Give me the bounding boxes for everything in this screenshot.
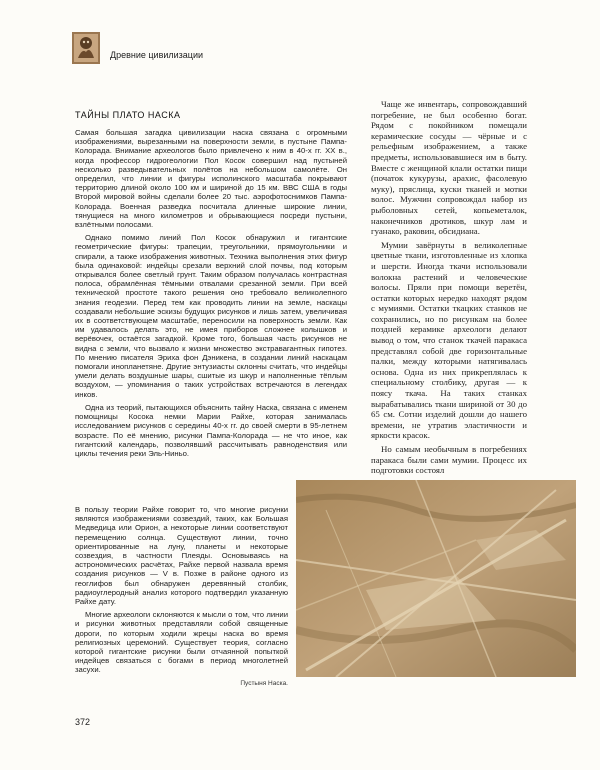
right-column bbox=[371, 99, 527, 479]
wrapped-text-column bbox=[75, 505, 288, 679]
paragraph: Чаще же инвентарь, сопровождавший погребение, не был особенно богат. Рядом с покойником помещали керамические сосуды — чёрные и с рельефным изображением, а также предметы, использовавшиеся им в быту. Вместе с женщиной клали остатки пищи (початок кукурузы, арахис, фасолевую муку), пряслица, куски тканей и мотки волос. Мужчин сопровождал набор из рыболовных сетей, копьеметалок, наконечников дротиков, шкур лам и гуанако, раковин, обсидиана. bbox=[371, 99, 527, 237]
left-column bbox=[75, 128, 347, 462]
photo-caption: Пустыня Наска. bbox=[240, 680, 288, 687]
section-title: Древние цивилизации bbox=[110, 50, 204, 60]
paragraph: В пользу теории Райхе говорит то, что многие рисунки являются изображениями созвездий, таких, как Большая Медведица или Орион, а некоторые линии соответствуют перемещению солнца. Существуют линии, точно ориентированные на луну, планеты и некоторые созвездия, в частности Плеяды. Основываясь на астрономических расчётах, Райхе первой назвала время создания рисунков — V в. Позже в районе одного из геоглифов был обнаружен деревянный столбик, радиоуглеродный анализ которого подтвердил указанную Райхе дату. bbox=[75, 505, 288, 607]
decorative-emblem-icon bbox=[72, 32, 100, 64]
paragraph: Однако помимо линий Пол Косок обнаружил и гигантские геометрические фигуры: трапеции, треугольники, прямоугольники и спирали, а также изображения животных. Техника выполнения этих фигур была одинаковой: индейцы срезали верхний слой почвы, под которым открывался более светлый грунт. Таким образом получалась контрастная полоса, обрамлённая тёмными отвалами срезанной земли. При всей технической простоте такого решения оно требовало великолепного знания геодезии. Перед тем как проводить линии на земле, наскацы создавали небольшие эскизы будущих рисунков и лишь затем, увеличивая их в соответствующем масштабе, переносили на поверхность земли. Как им удавалось делать это, не имея приборов сложнее колышков и верёвочек, остаётся загадкой. Кроме того, большая часть рисунков не видна с земли, что вызвало к жизни множество экстравагантных гипотез. По мнению писателя Эриха фон Дэникена, в создании линий наскацам помогали инопланетяне. Другие энтузиасты склонны считать, что индейцы умели делать воздушные шары, сшитые из шкур и наполненные тёплым воздухом, — упоминания о таких устройствах встречаются в легендах инков. bbox=[75, 233, 347, 399]
paragraph: Самая большая загадка цивилизации наска связана с огромными изображениями, вырезанными на поверхности земли, в пустыне Пампа-Колорада. Внимание археологов было привлечено к ним в 40-х гг. XX в., когда профессор гидрогеологии Пол Косок совершил над пустыней несколько разведывательных полётов на небольшом самолёте. Он определил, что линии и фигуры исполинского масштаба покрывают территорию длиной около 100 км и шириной до 15 км. ВВС США в годы Второй мировой войны сделали более 20 тыс. аэрофотоснимков Пампа-Колорада. Военная разведка посчитала длинные широкие линии, тянущиеся на много километров и обрывающиеся посреди пустыни, взлётными полосами. bbox=[75, 128, 347, 230]
nazca-desert-photo bbox=[296, 480, 576, 677]
page-number: 372 bbox=[75, 717, 91, 727]
paragraph: Одна из теорий, пытающихся объяснить тайну Наска, связана с именем помощницы Косока немки Марии Райхе, которая занималась исследованием рисунков с середины 40-х гг. до своей смерти в 95-летнем возрасте. По её мнению, рисунки Пампа-Колорада — не что иное, как гигантский календарь, позволявший рассчитывать равноденствия или циклы течения реки Эль-Ниньо. bbox=[75, 402, 347, 458]
paragraph: Мумии завёрнуты в великолепные цветные ткани, изготовленные из хлопка и шерсти. Иногда ткачи использовали волокна растений и человеческие волосы. Пряли при помощи веретён, остатки которых нередко находят рядом с мумиями. Остатки ткацких станков не сохранились, но по рисункам на более поздней керамике археологи делают вывод о том, что станок ткачей паракаса представлял собой две горизонтальные палки, между которыми натягивалась основа. Одна из них прикреплялась к специальному столбику, другая — к поясу ткача. На таких станках вырабатывались ткани шириной от 30 до 65 см. Сотни изделий дошли до нашего времени, не утратив эластичности и яркости красок. bbox=[371, 239, 527, 441]
paragraph: Но самым необычным в погребениях паракаса были сами мумии. Процесс их подготовки состоял bbox=[371, 444, 527, 476]
article-title: ТАЙНЫ ПЛАТО НАСКА bbox=[75, 110, 181, 120]
paragraph: Многие археологи склоняются к мысли о том, что линии и рисунки животных представляли собой священные дороги, по которым ходили жрецы наска во время религиозных церемоний. Существует теория, согласно которой гигантские рисунки были отчаянной попыткой индейцев связаться с богами в период многолетней засухи. bbox=[75, 610, 288, 675]
